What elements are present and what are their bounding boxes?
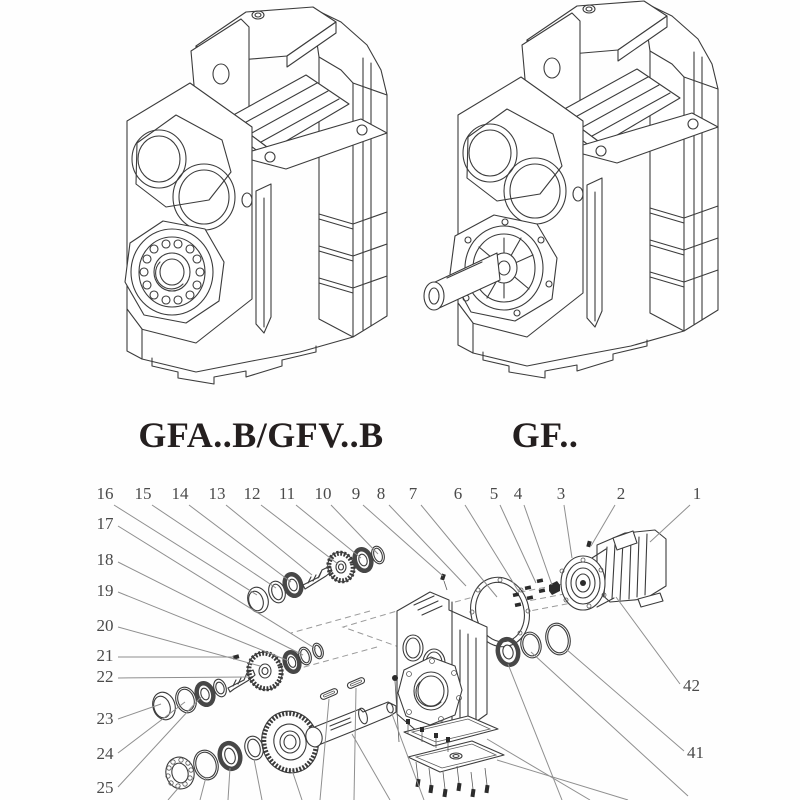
leader-line-offscreen-10: [508, 664, 562, 800]
coupling-bush: [549, 581, 560, 595]
motor-body: [597, 530, 666, 607]
leader-line-offscreen-6: [320, 699, 329, 800]
leader-line-offscreen-3: [228, 768, 230, 800]
right-model-label: GF..: [511, 415, 579, 455]
callout-number-41: 41: [687, 743, 704, 762]
motor-flange-bolt: [586, 541, 591, 548]
callout-number-11: 11: [278, 484, 296, 503]
callout-number-23: 23: [96, 709, 114, 728]
gearbox-drawing-solid-shaft: [424, 1, 718, 378]
callout-number-7: 7: [408, 484, 418, 503]
callout-number-14: 14: [171, 484, 189, 503]
leader-line-offscreen-13: [531, 652, 688, 796]
callout-number-21: 21: [96, 646, 114, 665]
output-shaft: [304, 702, 396, 749]
gearbox-drawing-hollow-shaft: [125, 7, 387, 384]
leader-line-offscreen-1: [168, 786, 180, 800]
leader-line-part-12: [261, 505, 338, 564]
left-model-label: GFA..B/GFV..B: [138, 415, 384, 455]
callout-number-6: 6: [453, 484, 463, 503]
callout-number-3: 3: [556, 484, 566, 503]
leader-line-part-22: [118, 677, 248, 678]
shaft-keys: [320, 677, 366, 701]
callout-number-22: 22: [96, 667, 114, 686]
leader-line-part-42: [616, 597, 680, 684]
leader-line-part-5: [500, 505, 536, 583]
oil-pan-cover: [408, 741, 504, 772]
callout-number-42: 42: [683, 676, 700, 695]
leader-line-offscreen-11: [487, 739, 590, 800]
callout-number-16: 16: [96, 484, 114, 503]
leader-line-part-1: [650, 505, 690, 542]
callout-number-17: 17: [96, 514, 114, 533]
leader-line-part-4: [524, 505, 552, 585]
hollow-shaft-bearing-flange: [125, 221, 224, 323]
leader-line-offscreen-12: [497, 760, 628, 800]
callout-number-20: 20: [96, 616, 114, 635]
callout-number-9: 9: [351, 484, 361, 503]
housing-bolt: [440, 574, 447, 590]
callout-number-12: 12: [243, 484, 261, 503]
callout-number-1: 1: [692, 484, 702, 503]
callout-number-2: 2: [616, 484, 626, 503]
leader-line-part-16: [114, 505, 257, 595]
callout-number-15: 15: [134, 484, 152, 503]
leader-line-part-11: [296, 505, 361, 558]
leader-line-part-3: [564, 505, 572, 558]
callout-number-25: 25: [96, 778, 114, 797]
callout-number-24: 24: [96, 744, 114, 763]
callout-number-19: 19: [96, 581, 114, 600]
input-shaft-assembly: [244, 545, 386, 616]
leader-line-offscreen-5: [292, 770, 302, 800]
callout-number-10: 10: [314, 484, 332, 503]
leader-line-offscreen-2: [200, 777, 206, 800]
leader-line-part-13: [226, 505, 312, 575]
callout-number-18: 18: [96, 550, 114, 569]
callout-number-8: 8: [376, 484, 386, 503]
leader-line-part-15: [152, 505, 276, 588]
output-shaft-and-flange: [424, 215, 557, 321]
intermediate-gear: [243, 648, 287, 695]
intermediate-shaft-assembly: [149, 642, 325, 723]
leader-line-offscreen-4: [254, 759, 262, 800]
leader-line-part-20: [118, 627, 260, 666]
leader-line-offscreen-8: [352, 734, 390, 800]
callout-number-5: 5: [489, 484, 499, 503]
leader-line-part-18: [118, 562, 303, 655]
callout-number-13: 13: [208, 484, 226, 503]
input-gear: [324, 549, 358, 586]
exploded-view: [97, 484, 705, 800]
leader-line-part-9: [363, 505, 443, 576]
callout-number-4: 4: [513, 484, 523, 503]
leader-line-part-24: [118, 702, 185, 753]
leader-line-offscreen-7: [354, 688, 356, 800]
